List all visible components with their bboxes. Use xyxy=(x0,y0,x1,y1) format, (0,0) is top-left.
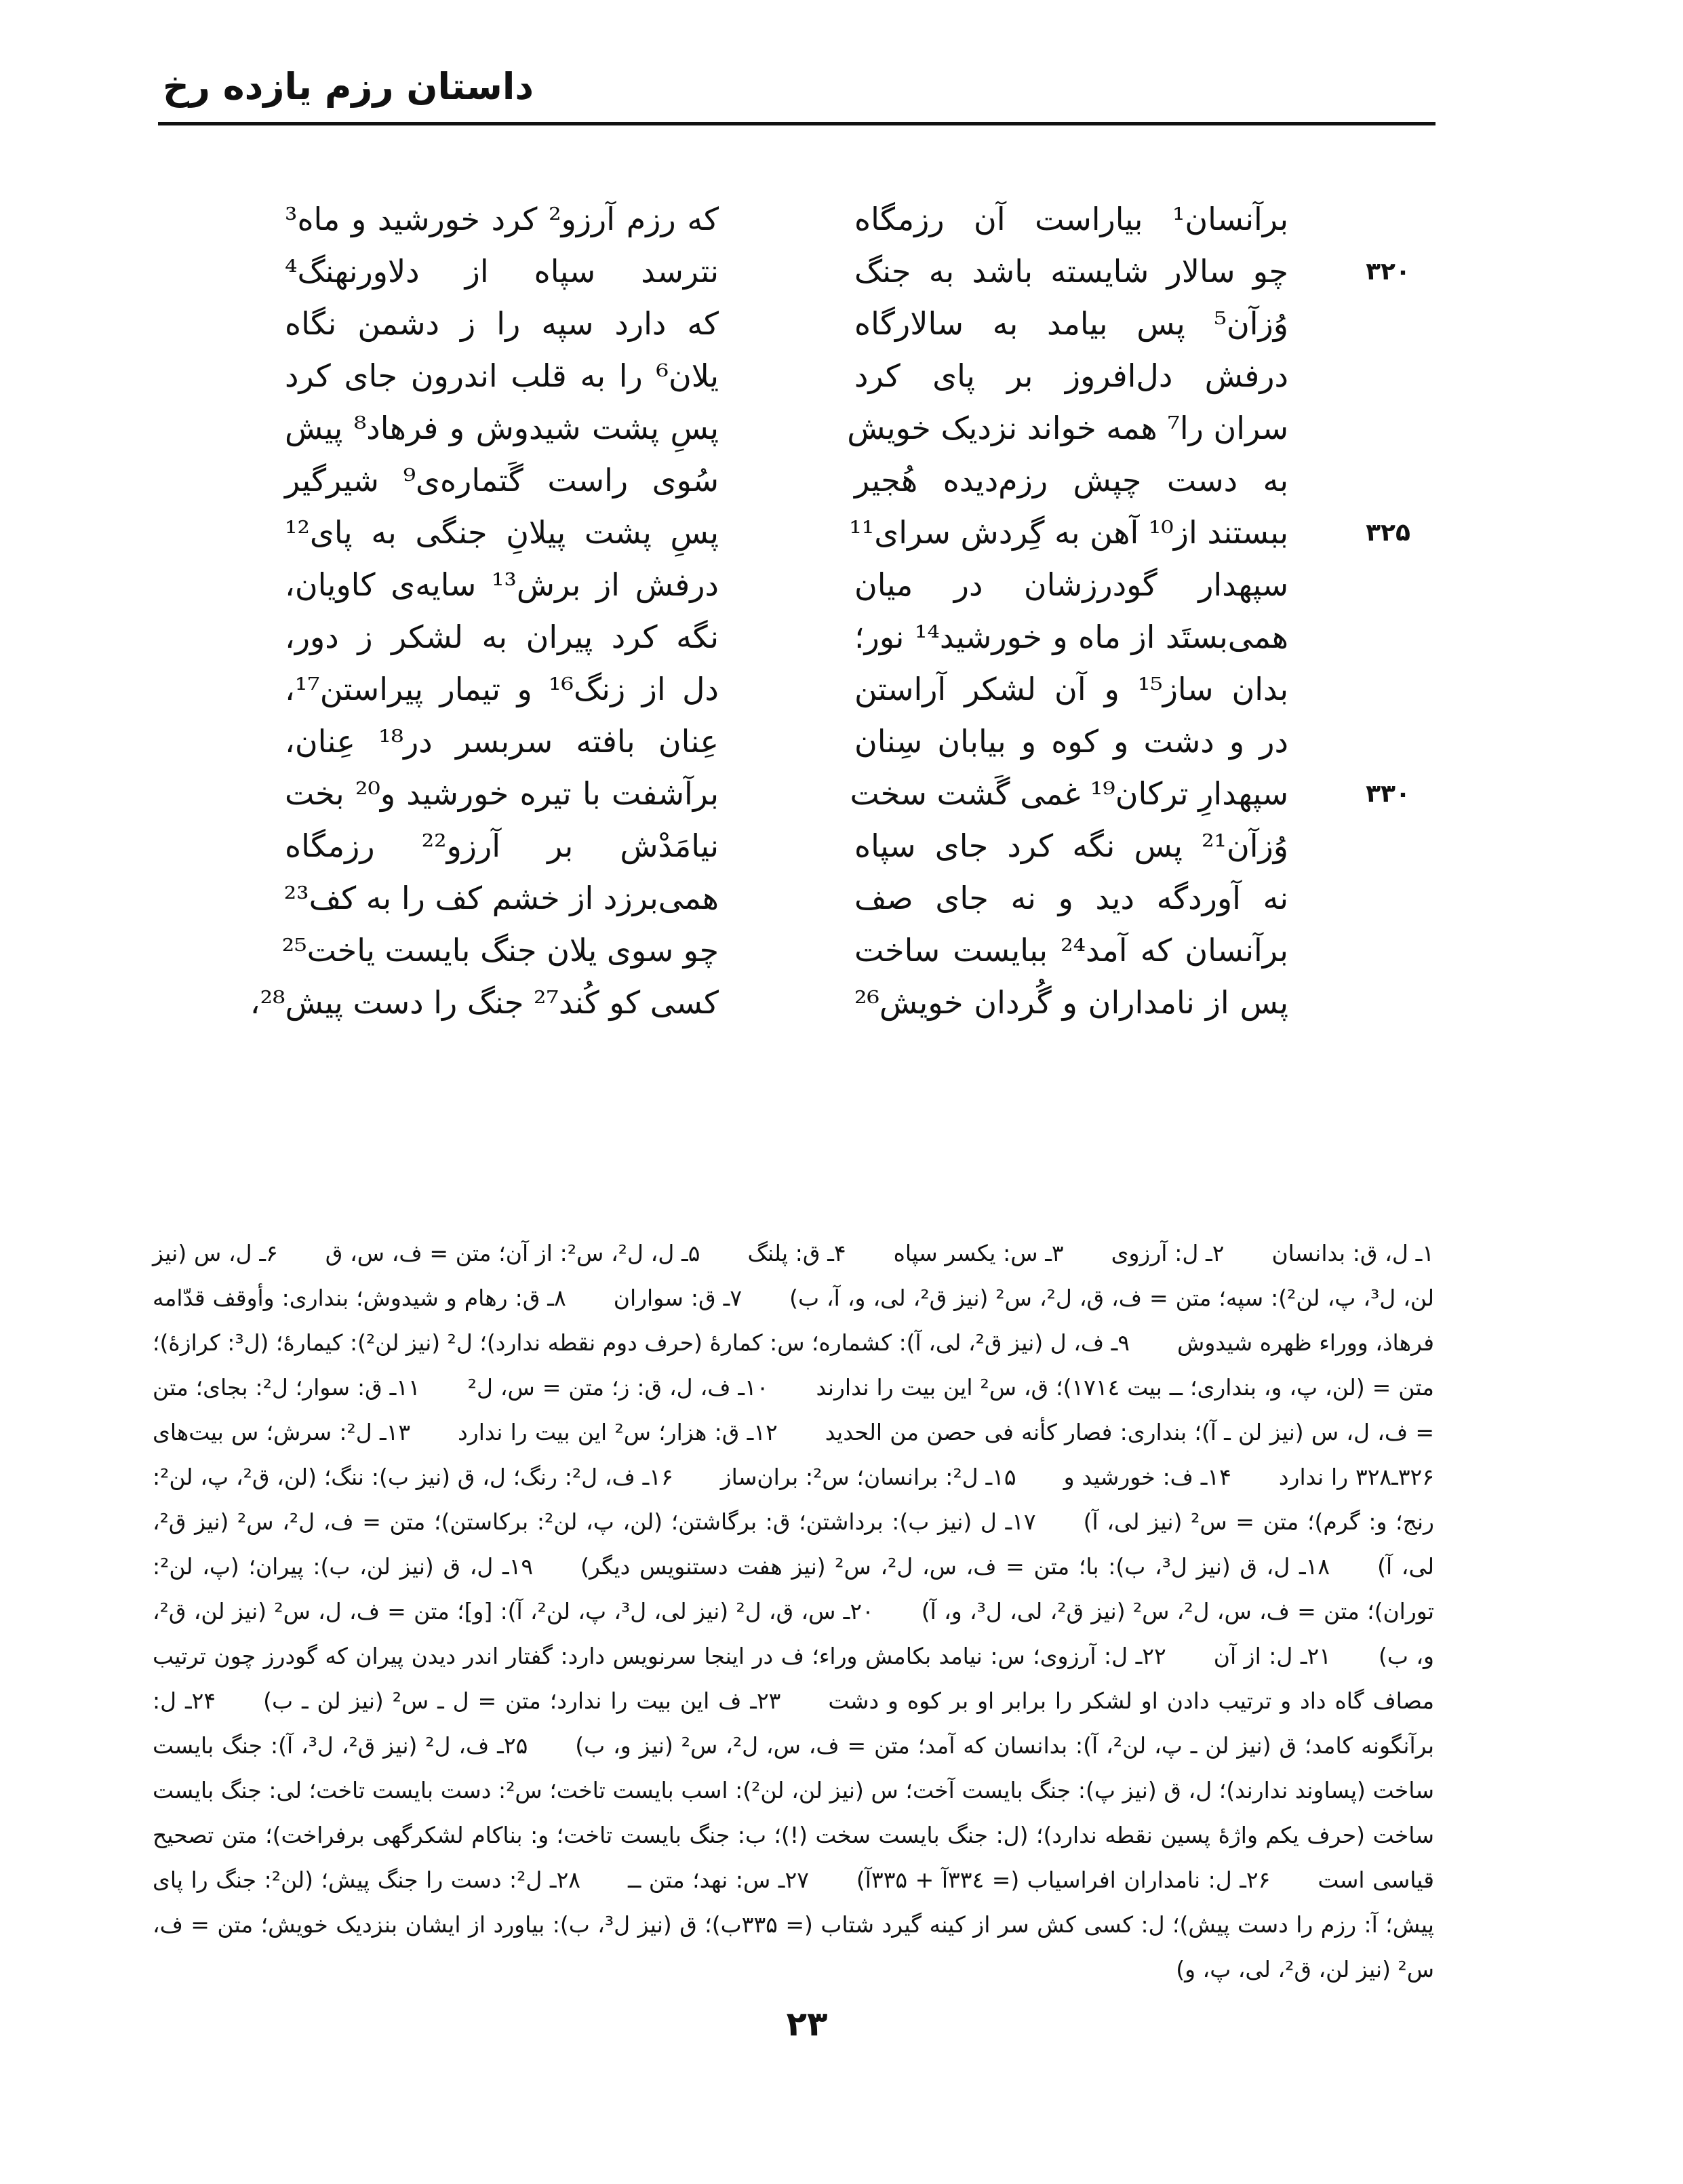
footnote: ۷ـ ق: سواران xyxy=(613,1285,742,1311)
verse-row xyxy=(285,454,1438,507)
first-hemistich: سپهدار گودرز‌شان در میان xyxy=(854,566,1288,603)
footnote: ۲۴ـ ل: برآنگونه کامد؛ ق (نیز لن ـ پ، لن²، آ): بدانسان که آمد؛ متن = ف، س، ل²، س² (نیز و، ب) xyxy=(153,1688,1435,1759)
header-rule xyxy=(158,122,1436,125)
first-hemistich: بدان ساز¹⁵ و آن لشکر آراستن xyxy=(854,671,1288,707)
second-hemistich: که دارد سپه را ز دشمن نگاه xyxy=(285,305,719,342)
footnote: ۲۸ـ ل²: دست را جنگ پیش؛ (لن²: جنگ را پای پیش؛ آ: رزم را دست پیش)؛ ل: کسی کش سر از کینه گیرد شتاب (= ۳۳۵ب)؛ ق (نیز ل³، ب): بیاورد از ایشان بنزدیک خویش؛ متن = ف، س² (نیز لن، ق²، لی، پ، و) xyxy=(153,1867,1434,1983)
first-hemistich: سپهدارِ ترکان¹⁹ غمی گَشت سخت xyxy=(850,775,1288,812)
first-hemistich: نه آوردگه دید و نه جای صف xyxy=(854,880,1288,916)
footnote: ۲۱ـ ل: از آن xyxy=(1213,1643,1331,1669)
verse-row xyxy=(285,193,1438,246)
verse-number: ۳۲۵ xyxy=(1366,519,1410,547)
second-hemistich: برآشفت با تیره خورشید و²⁰ بخت xyxy=(285,775,719,812)
second-hemistich: دل از زنگ¹⁶ و تیمار پیراستن¹⁷، xyxy=(285,671,719,707)
footnote: ۲۷ـ س: نهد؛ متن ــ xyxy=(628,1867,809,1893)
first-hemistich: پس از نامداران و گُردان خویش²⁶ xyxy=(854,984,1288,1021)
verse-row xyxy=(285,820,1438,872)
footnote: ۳ـ س: یکسر سپاه xyxy=(893,1240,1064,1266)
footnote: ۱۲ـ ق: هزار؛ س² این بیت را ندارد xyxy=(458,1419,778,1445)
verse-row xyxy=(285,402,1438,454)
footnote: ۱ـ ل، ق: بدانسان xyxy=(1271,1240,1434,1266)
footnote: ۱۶ـ ف، ل²: رنگ؛ ل، ق (نیز ب): ننگ؛ (لن، ق²، پ، لن²: رنج؛ و: گرم)؛ متن = س² (نیز لی، آ) xyxy=(153,1464,1434,1535)
footnote: ۲۶ـ ل: نامداران افراسیاب (= ۳۳٤آ + ۳۳۵آ) xyxy=(856,1867,1271,1893)
verse-row xyxy=(285,246,1438,298)
verse-row xyxy=(285,716,1438,768)
first-hemistich: در و دشت و کوه و بیابان سِنان xyxy=(854,723,1288,760)
verse-row xyxy=(285,350,1438,402)
verse-row xyxy=(285,298,1438,350)
first-hemistich: سران را⁷ همه خواند نزدیک خویش xyxy=(847,410,1288,446)
second-hemistich: کسی کو کُند²⁷ جنگ را دست پیش²⁸، xyxy=(250,984,719,1021)
footnote: ۴ـ ق: پلنگ xyxy=(747,1240,846,1266)
first-hemistich: به دست چپش رزم‌دیده هُجیر xyxy=(854,462,1288,499)
second-hemistich: نگه کرد پیران به لشکر ز دور، xyxy=(285,619,719,655)
footnote: ۹ـ ف، ل (نیز ق²، لی، آ): کشماره؛ س: کمارهٔ (حرف دوم نقطه ندارد)؛ ل² (نیز لن²): کیمارهٔ؛ (ل³: کرازهٔ)؛ متن = (لن، پ، و، بنداری؛ ــ بیت ۱۷۱٤)؛ ق، س² این بیت را ندارند xyxy=(153,1329,1434,1401)
second-hemistich: درفش از برش¹³ سایه‌ی کاویان، xyxy=(285,566,719,603)
verse-row xyxy=(285,559,1438,611)
first-hemistich: وُزآن²¹ پس نگه کرد جای سپاه xyxy=(854,827,1288,864)
second-hemistich: پسِ پشت پیلانِ جنگی به پای¹² xyxy=(285,514,719,551)
second-hemistich: سُوی راست گَتماره‌ی⁹ شیرگیر xyxy=(285,462,719,499)
first-hemistich: چو سالار شایسته باشد به جنگ xyxy=(854,253,1288,290)
first-hemistich: همی‌بستَد از ماه و خورشید¹⁴ نور؛ xyxy=(854,619,1288,655)
verse-row xyxy=(285,768,1438,820)
footnote: ۱۹ـ ل، ق (نیز لن، ب): پیران؛ (پ، لن²: توران)؛ متن = ف، س، ل²، س² (نیز ق²، لی، ل³، و، آ) xyxy=(153,1553,1435,1624)
second-hemistich: همی‌برزد از خشم کف را به کف²³ xyxy=(283,880,719,916)
first-hemistich: درفش دل‌افروز بر پای کرد xyxy=(854,357,1288,394)
second-hemistich: یلان⁶ را به قلب اندرون جای کرد xyxy=(285,357,719,394)
footnote: ۲۵ـ ف، ل² (نیز ق²، ل³، آ): جنگ بایست ساخت (پساوند ندارند)؛ ل، ق (نیز پ): جنگ بایست آخت؛ س (نیز لن، لن²): اسب بایست تاخت؛ س²: دست بایست تاخت؛ لی: جنگ بایست ساخت (حرف یکم واژهٔ پسین نقطه ندارد)؛ (ل: جنگ بایست سخت (!)؛ ب: جنگ بایست تاخت؛ و: بناکام لشکرگهی برفراخت)؛ متن تصحیح قیاسی است xyxy=(153,1732,1435,1893)
second-hemistich: نیامَدْش بر آرزو²² رزمگاه xyxy=(285,827,719,864)
verse-row xyxy=(285,872,1438,924)
footnote: ۱۸ـ ل، ق (نیز ل³، ب): با؛ متن = ف، س، ل²، س² (نیز هفت دستنویس دیگر) xyxy=(580,1553,1330,1580)
verse-number: ۳۳۰ xyxy=(1366,780,1410,808)
verse-row xyxy=(285,663,1438,716)
page-number: ۲۳ xyxy=(786,2004,828,2044)
second-hemistich: که رزم آرزو² کرد خورشید و ماه³ xyxy=(285,201,719,237)
footnote: ۲۲ـ ل: آرزوی؛ س: نیامد بکامش وراء؛ ف در اینجا سرنویس دارد: گفتار اندر دیدن پیران که گودرز چون ترتیب مصاف گاه داد و ترتیب دادن او لشکر را برابر او بر کوه و دشت xyxy=(153,1643,1435,1714)
footnote: ۱۳ـ ل²: سرش؛ س بیت‌های ۳۲۶ـ۳۲۸ را ندارد xyxy=(153,1419,1435,1490)
footnote: ۲۳ـ ف این بیت را ندارد؛ متن = ل ـ س² (نیز لن ـ ب) xyxy=(263,1688,781,1714)
verse-row xyxy=(250,977,1438,1029)
footnote: ۵ـ ل، ل²، س²: از آن؛ متن = ف، س، ق xyxy=(325,1240,700,1266)
footnote: ۲ـ ل: آرزوی xyxy=(1111,1240,1225,1266)
first-hemistich: برآنسان¹ بیاراست آن رزمگاه xyxy=(854,201,1288,237)
first-hemistich: ببستند از¹⁰ آهن به گِردش سرای¹¹ xyxy=(849,514,1288,551)
verse-number: ۳۲۰ xyxy=(1366,258,1410,286)
first-hemistich: وُزآن⁵ پس بیامد به سالارگاه xyxy=(854,305,1288,342)
verse-row xyxy=(285,611,1438,663)
footnote: ۱۵ـ ل²: برانسان؛ س²: بران‌ساز xyxy=(720,1464,1016,1490)
verse-row xyxy=(281,924,1438,977)
second-hemistich: چو سوی یلان جنگ بایست یاخت²⁵ xyxy=(281,932,719,969)
footnote: ۱۱ـ ق: سوار؛ ل²: بجای؛ متن = ف، ل، س (نیز لن ـ آ)؛ بنداری: فصار کأنه فی حصن من الحدید xyxy=(153,1374,1434,1445)
footnote: ۲۰ـ س، ق، ل² (نیز لی، ل³، پ، لن²، آ): [و]؛ متن = ف، ل، س² (نیز لن، ق²، و، ب) xyxy=(153,1598,1434,1669)
second-hemistich: نترسد سپاه از دلاورنهنگ⁴ xyxy=(285,253,719,290)
footnote: ۶ـ ل، س (نیز لن، ل³، پ، لن²): سپه؛ متن = ف، ق، ل²، س² (نیز ق²، لی، و، آ، ب) xyxy=(153,1240,1435,1311)
running-title: داستان رزم یازده رخ xyxy=(163,65,534,108)
footnote: ۱۰ـ ف، ل، ق: ز؛ متن = س، ل² xyxy=(467,1374,769,1401)
footnote: ۸ـ ق: رهام و شیدوش؛ بنداری: وأوقف قدّامه فرهاذ، ووراء ظهره شیدوش xyxy=(153,1285,1434,1356)
verse-row xyxy=(285,507,1438,559)
footnotes xyxy=(153,1231,1434,1992)
footnote: ۱۷ـ ل (نیز ب): برداشتن؛ ق: برگاشتن؛ (لن، پ، لن²: برکاستن)؛ متن = ف، ل²، س² (نیز ق²، لی، آ) xyxy=(153,1508,1435,1580)
verse-block xyxy=(250,193,1438,1102)
second-hemistich: عِنان بافته سربسر در¹⁸ عِنان، xyxy=(285,723,719,760)
first-hemistich: برآنسان که آمد²⁴ ببایست ساخت xyxy=(854,932,1288,969)
footnote: ۱۴ـ ف: خورشید و xyxy=(1063,1464,1231,1490)
second-hemistich: پسِ پشت شیدوش و فرهاد⁸ پیش xyxy=(285,410,719,446)
